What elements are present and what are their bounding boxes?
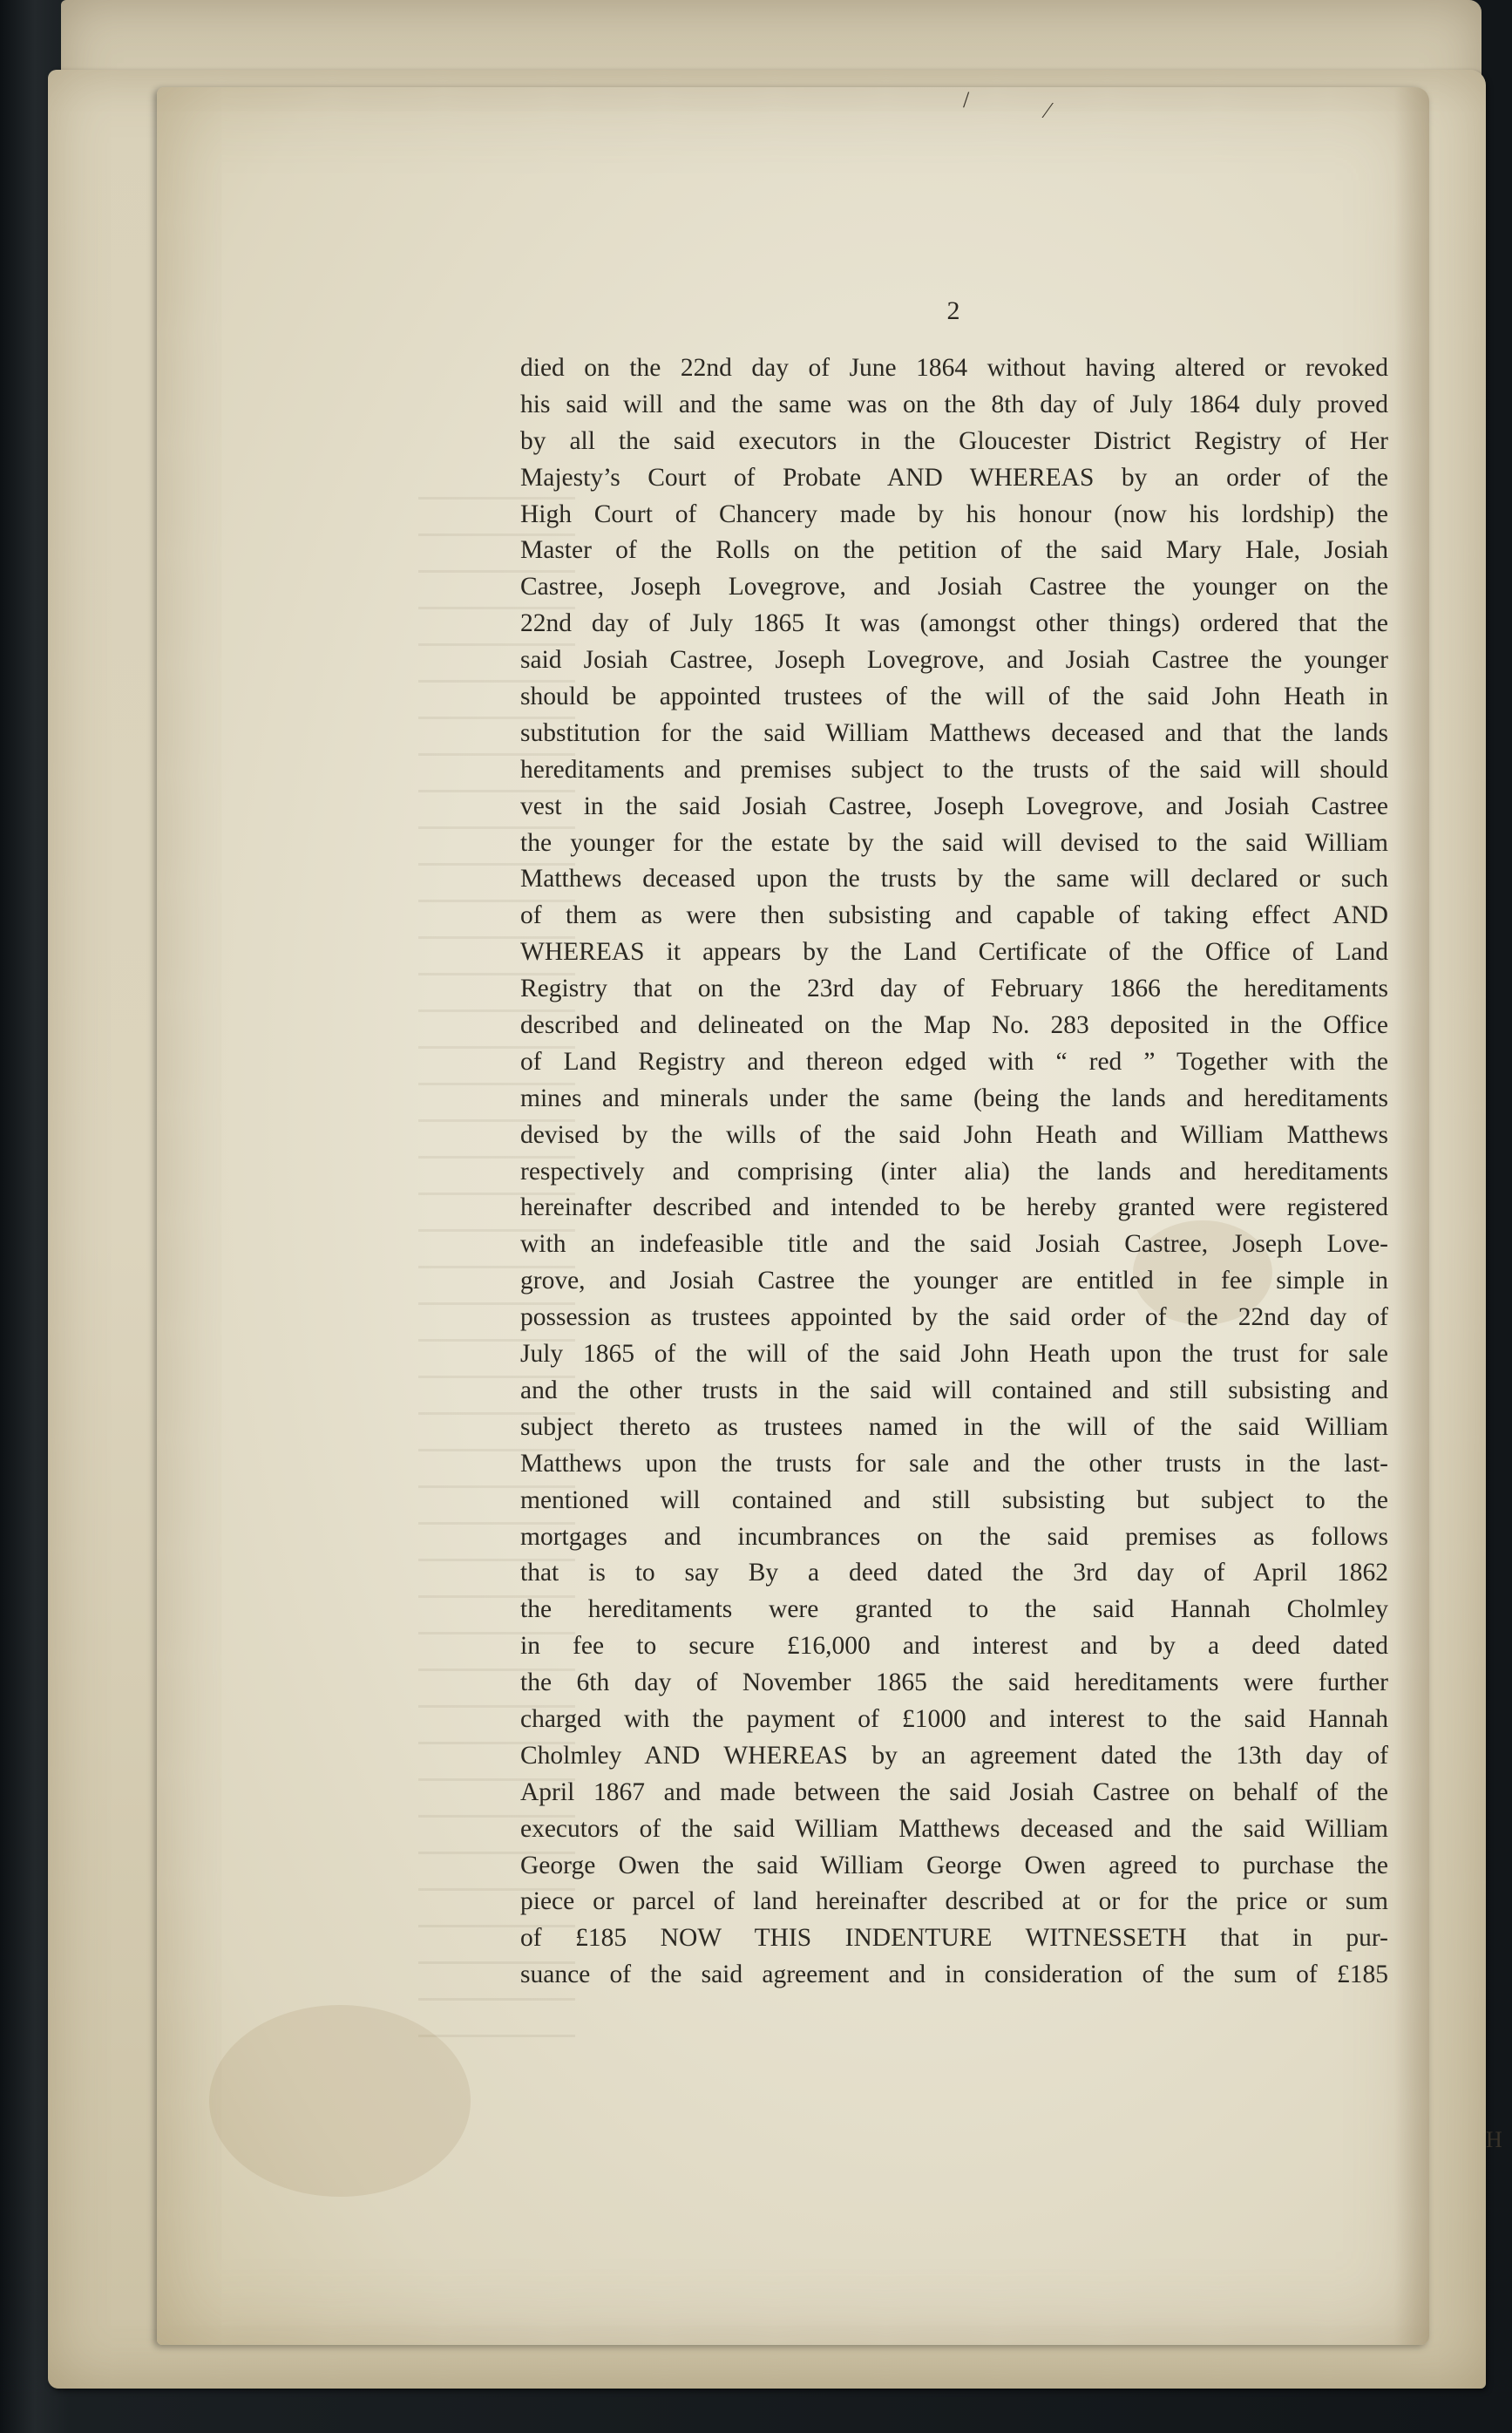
pencil-mark: /	[963, 87, 970, 112]
text-line: 22nd day of July 1865 It was (amongst other things) ordered that the	[520, 609, 1388, 638]
text-line: grove, and Josiah Castree the younger are entitled in fee simple in	[520, 1267, 1388, 1295]
text-line: suance of the said agreement and in consideration of the sum of £185	[520, 1961, 1388, 1989]
text-line: said Josiah Castree, Joseph Lovegrove, and Josiah Castree the younger	[520, 646, 1388, 675]
text-line: Matthews deceased upon the trusts by the same will declared or such	[520, 865, 1388, 894]
text-line: George Owen the said William George Owen agreed to purchase the	[520, 1851, 1388, 1879]
text-line: that is to say By a deed dated the 3rd day of April 1862	[520, 1559, 1388, 1587]
text-line: respectively and comprising (inter alia) the lands and hereditaments	[520, 1157, 1388, 1186]
text-line: by all the said executors in the Gloucester District Registry of Her	[520, 426, 1388, 455]
text-line: his said will and the same was on the 8th day of July 1864 duly proved	[520, 390, 1388, 418]
text-line: of £185 NOW THIS INDENTURE WITNESSETH that in pur-	[520, 1924, 1388, 1953]
text-line: April 1867 and made between the said Josiah Castree on behalf of the	[520, 1777, 1388, 1806]
text-line: substitution for the said William Matthews deceased and that the lands	[520, 718, 1388, 747]
text-line: the 6th day of November 1865 the said hereditaments were further	[520, 1668, 1388, 1697]
text-line: described and delineated on the Map No. 283 deposited in the Office	[520, 1011, 1388, 1040]
text-line: WHEREAS it appears by the Land Certificate of the Office of Land	[520, 938, 1388, 967]
text-line: with an indefeasible title and the said Josiah Castree, Joseph Love-	[520, 1230, 1388, 1259]
text-line: should be appointed trustees of the will of the said John Heath in	[520, 683, 1388, 711]
text-line: and the other trusts in the said will contained and still subsisting and	[520, 1376, 1388, 1404]
text-line: mines and minerals under the same (being the lands and hereditaments	[520, 1084, 1388, 1112]
text-line: Cholmley AND WHEREAS by an agreement dated the 13th day of	[520, 1741, 1388, 1770]
text-line: hereinafter described and intended to be hereby granted were registered	[520, 1193, 1388, 1222]
text-line: executors of the said William Matthews deceased and the said William	[520, 1814, 1388, 1843]
text-line: Majesty’s Court of Probate AND WHEREAS by an order of the	[520, 463, 1388, 492]
text-line: hereditaments and premises subject to the trusts of the said will should	[520, 755, 1388, 784]
text-line: of Land Registry and thereon edged with “ red ” Together with the	[520, 1047, 1388, 1076]
text-line: the hereditaments were granted to the said Hannah Cholmley	[520, 1595, 1388, 1624]
text-line: in fee to secure £16,000 and interest and by a deed dated	[520, 1632, 1388, 1661]
paper-stain	[209, 2005, 471, 2197]
text-line: July 1865 of the will of the said John Heath upon the trust for sale	[520, 1340, 1388, 1369]
text-line: possession as trustees appointed by the said order of the 22nd day of	[520, 1303, 1388, 1332]
text-line: subject thereto as trustees named in the will of the said William	[520, 1412, 1388, 1441]
text-line: Castree, Joseph Lovegrove, and Josiah Castree the younger on the	[520, 573, 1388, 601]
text-line: piece or parcel of land hereinafter described at or for the price or sum	[520, 1887, 1388, 1916]
text-line: vest in the said Josiah Castree, Joseph Lovegrove, and Josiah Castree	[520, 792, 1388, 820]
text-line: the younger for the estate by the said will devised to the said William	[520, 828, 1388, 857]
text-line: of them as were then subsisting and capable of taking effect AND	[520, 901, 1388, 930]
text-line: High Court of Chancery made by his honour (now his lordship) the	[520, 500, 1388, 528]
text-line: charged with the payment of £1000 and interest to the said Hannah	[520, 1704, 1388, 1733]
text-line: Registry that on the 23rd day of February 1866 the hereditaments	[520, 975, 1388, 1003]
page-number: 2	[946, 296, 960, 325]
pencil-mark: H	[1486, 2127, 1502, 2152]
text-line: Master of the Rolls on the petition of the said Mary Hale, Josiah	[520, 536, 1388, 565]
page-edge-shade	[1394, 87, 1429, 2345]
text-line: mortgages and incumbrances on the said premises as follows	[520, 1522, 1388, 1551]
document-body	[520, 350, 1388, 1994]
text-line: died on the 22nd day of June 1864 without having altered or revoked	[520, 354, 1388, 382]
text-line: mentioned will contained and still subsisting but subject to the	[520, 1485, 1388, 1514]
text-line: Matthews upon the trusts for sale and the other trusts in the last-	[520, 1449, 1388, 1478]
pencil-mark: ∕	[1046, 98, 1050, 123]
text-line: devised by the wills of the said John Heath and William Matthews	[520, 1120, 1388, 1149]
